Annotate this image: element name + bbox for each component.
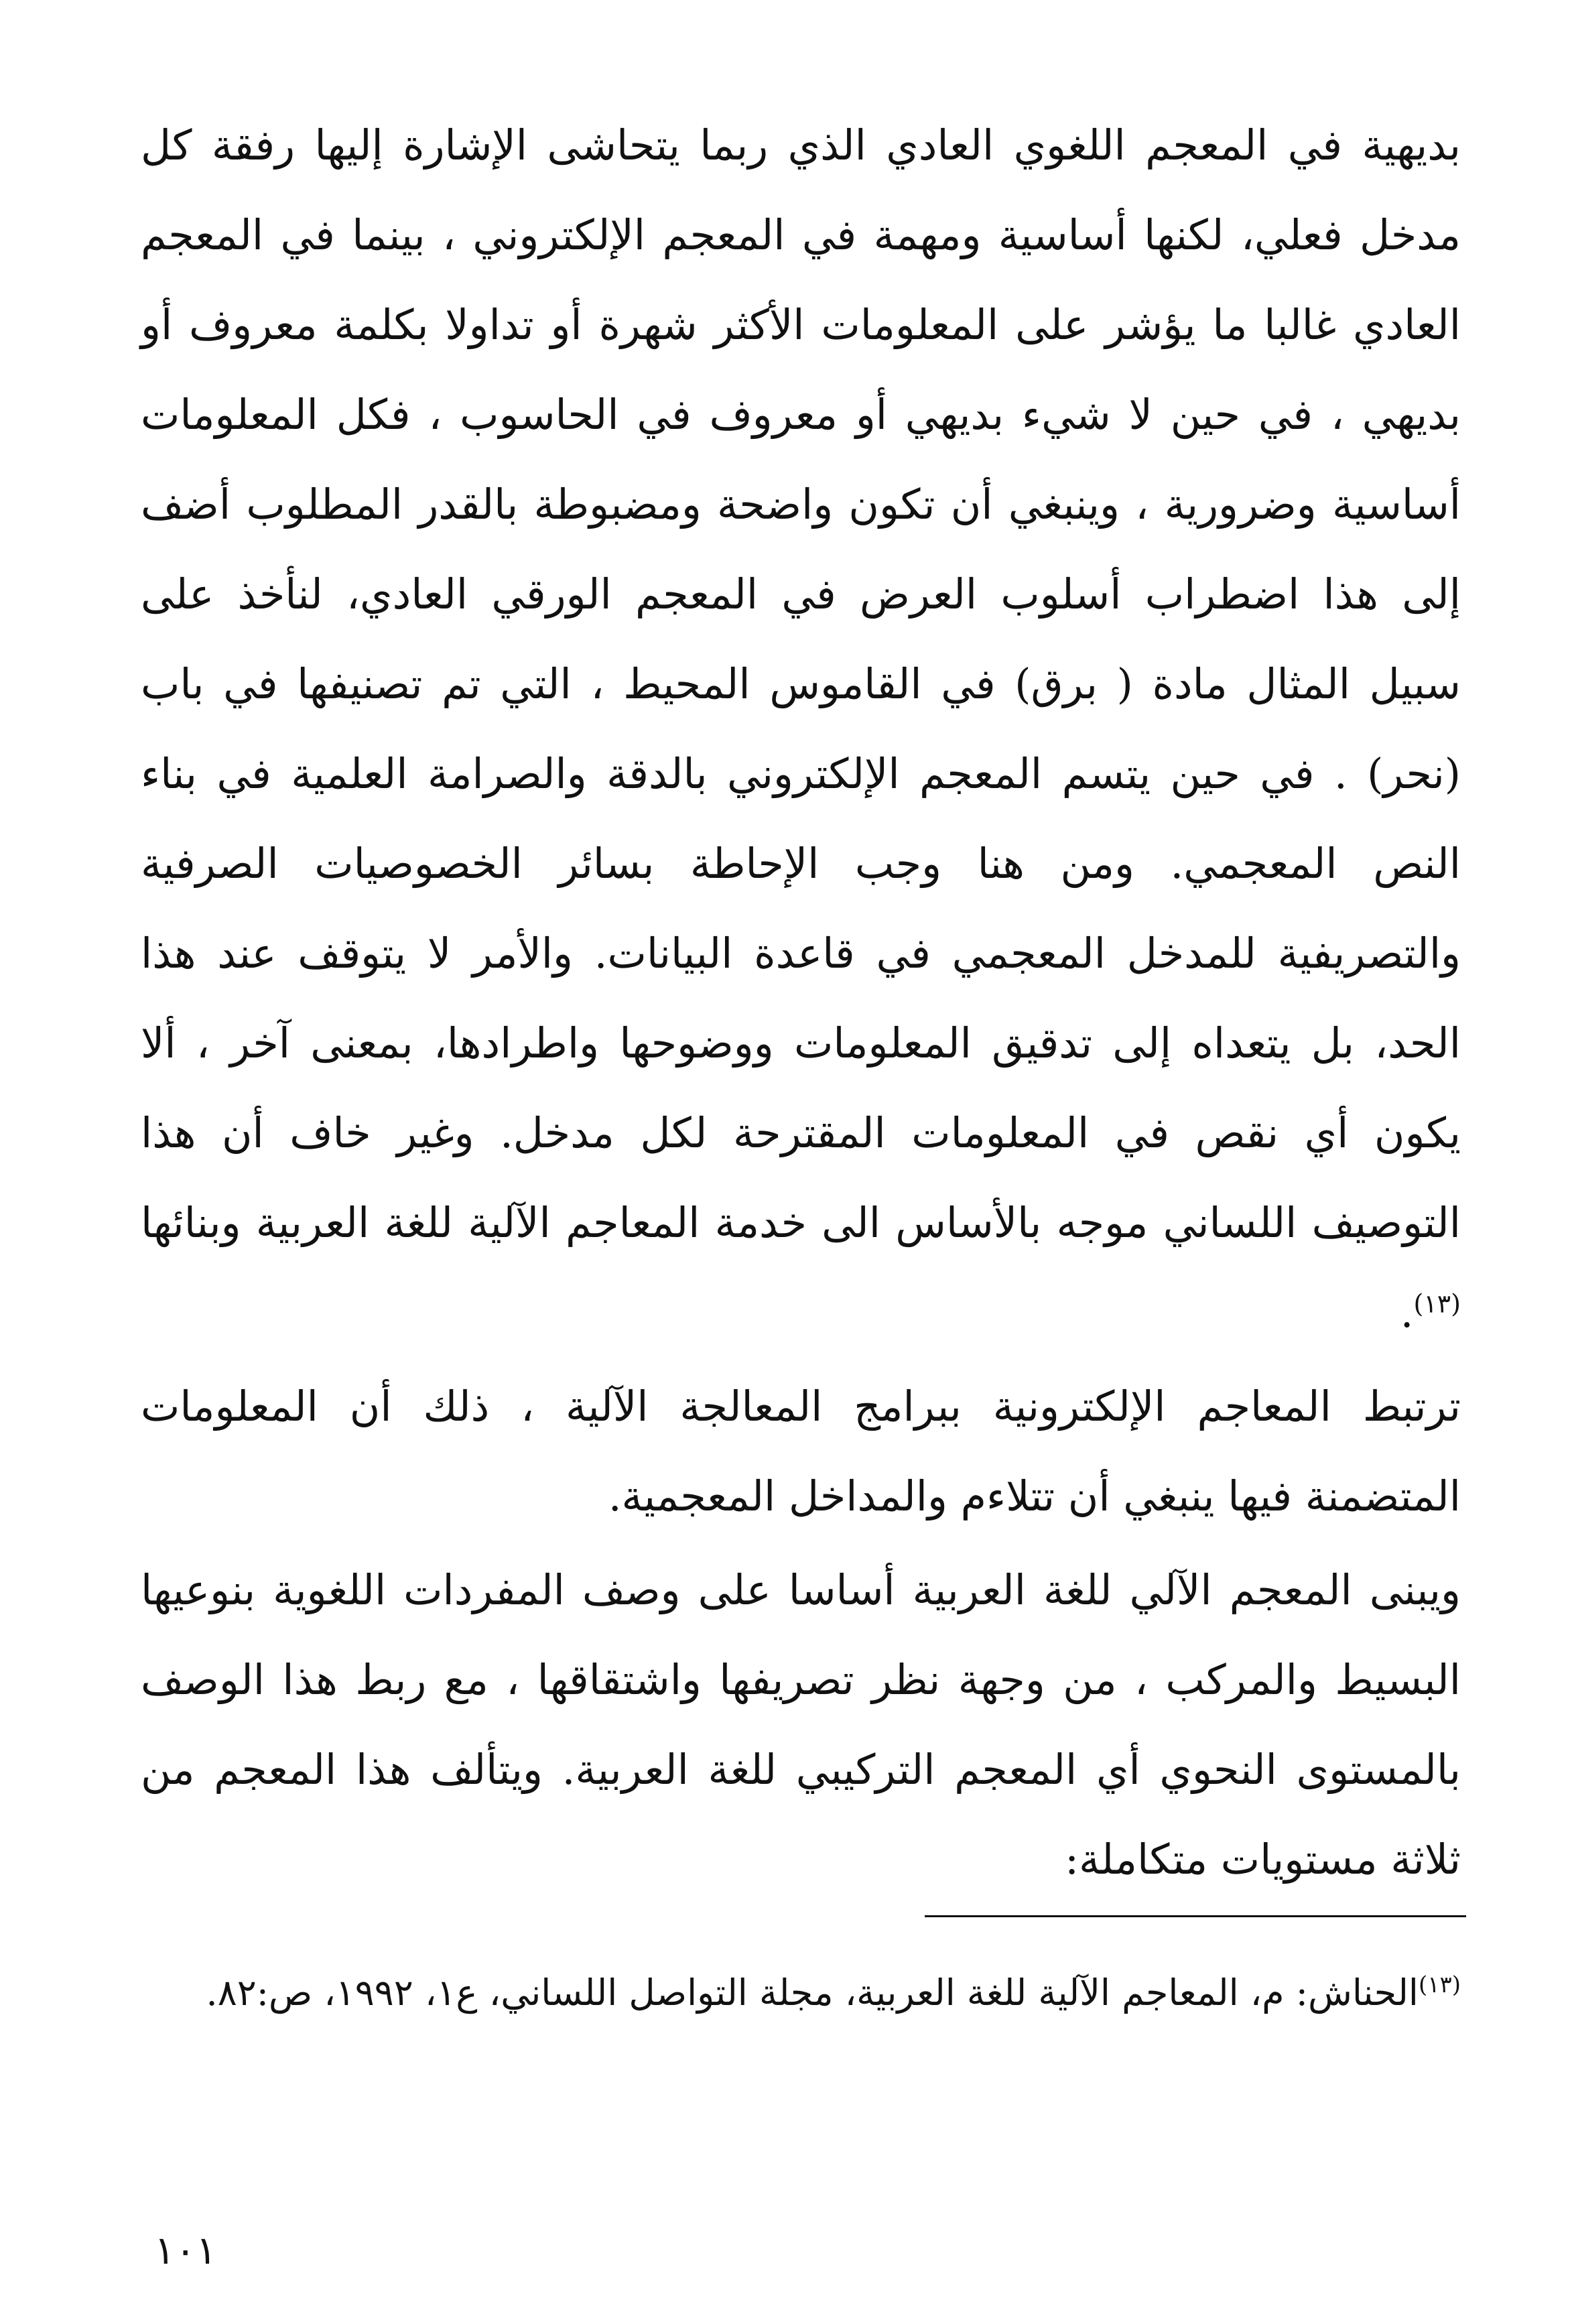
main-text <box>141 101 1461 1905</box>
paragraph-1-period: . <box>1400 1288 1414 1337</box>
paragraph-1 <box>141 101 1461 1358</box>
paragraph-1-text: بديهية في المعجم اللغوي العادي الذي ربما يتحاشى الإشارة إليها رفقة كل مدخل فعلي، لكنها أساسية ومهمة في المعجم الإلكتروني ، بينما في المعجم العادي غالبا ما يؤشر على المعلومات الأكثر شهرة أو تداولا بكلمة معروف أو بديهي ، في حين لا شيء بديهي أو معروف في الحاسوب ، فكل المعلومات أساسية وضرورية ، وينبغي أن تكون واضحة ومضبوطة بالقدر المطلوب أضف إلى هذا اضطراب أسلوب العرض في المعجم الورقي العادي، لنأخذ على سبيل المثال مادة ( برق) في القاموس المحيط ، التي تم تصنيفها في باب (نحر) . في حين يتسم المعجم الإلكتروني بالدقة والصرامة العلمية في بناء النص المعجمي. ومن هنا وجب الإحاطة بسائر الخصوصيات الصرفية والتصريفية للمدخل المعجمي في قاعدة البيانات. والأمر لا يتوقف عند هذا الحد، بل يتعداه إلى تدقيق المعلومات ووضوحها واطرادها، بمعنى آخر ، ألا يكون أي نقص في المعلومات المقترحة لكل مدخل. وغير خاف أن هذا التوصيف اللساني موجه بالأساس الى خدمة المعاجم الآلية للغة العربية وبنائها <box>141 121 1461 1247</box>
footnote-divider <box>925 1915 1466 1917</box>
footnote-marker: (١٣) <box>1418 1972 1461 1998</box>
paragraph-2: ترتبط المعاجم الإلكترونية ببرامج المعالجة الآلية ، ذلك أن المعلومات المتضمنة فيها ينبغي أن تتلاءم والمداخل المعجمية. <box>141 1382 1461 1521</box>
footnote <box>154 1957 1461 2029</box>
footnote-text: الحناش: م، المعاجم الآلية للغة العربية، مجلة التواصل اللساني، ع١، ١٩٩٢، ص:٨٢. <box>206 1972 1419 2014</box>
paragraph-3: ويبنى المعجم الآلي للغة العربية أساسا على وصف المفردات اللغوية بنوعيها البسيط والمركب ، من وجهة نظر تصريفها واشتقاقها ، مع ربط هذا الوصف بالمستوى النحوي أي المعجم التركيبي للغة العربية. ويتألف هذا المعجم من ثلاثة مستويات متكاملة: <box>141 1565 1461 1884</box>
page-number: ١٠١ <box>154 2228 217 2273</box>
footnote-entry <box>154 1957 1461 2029</box>
reference-marker: (١٣) <box>1413 1289 1461 1319</box>
